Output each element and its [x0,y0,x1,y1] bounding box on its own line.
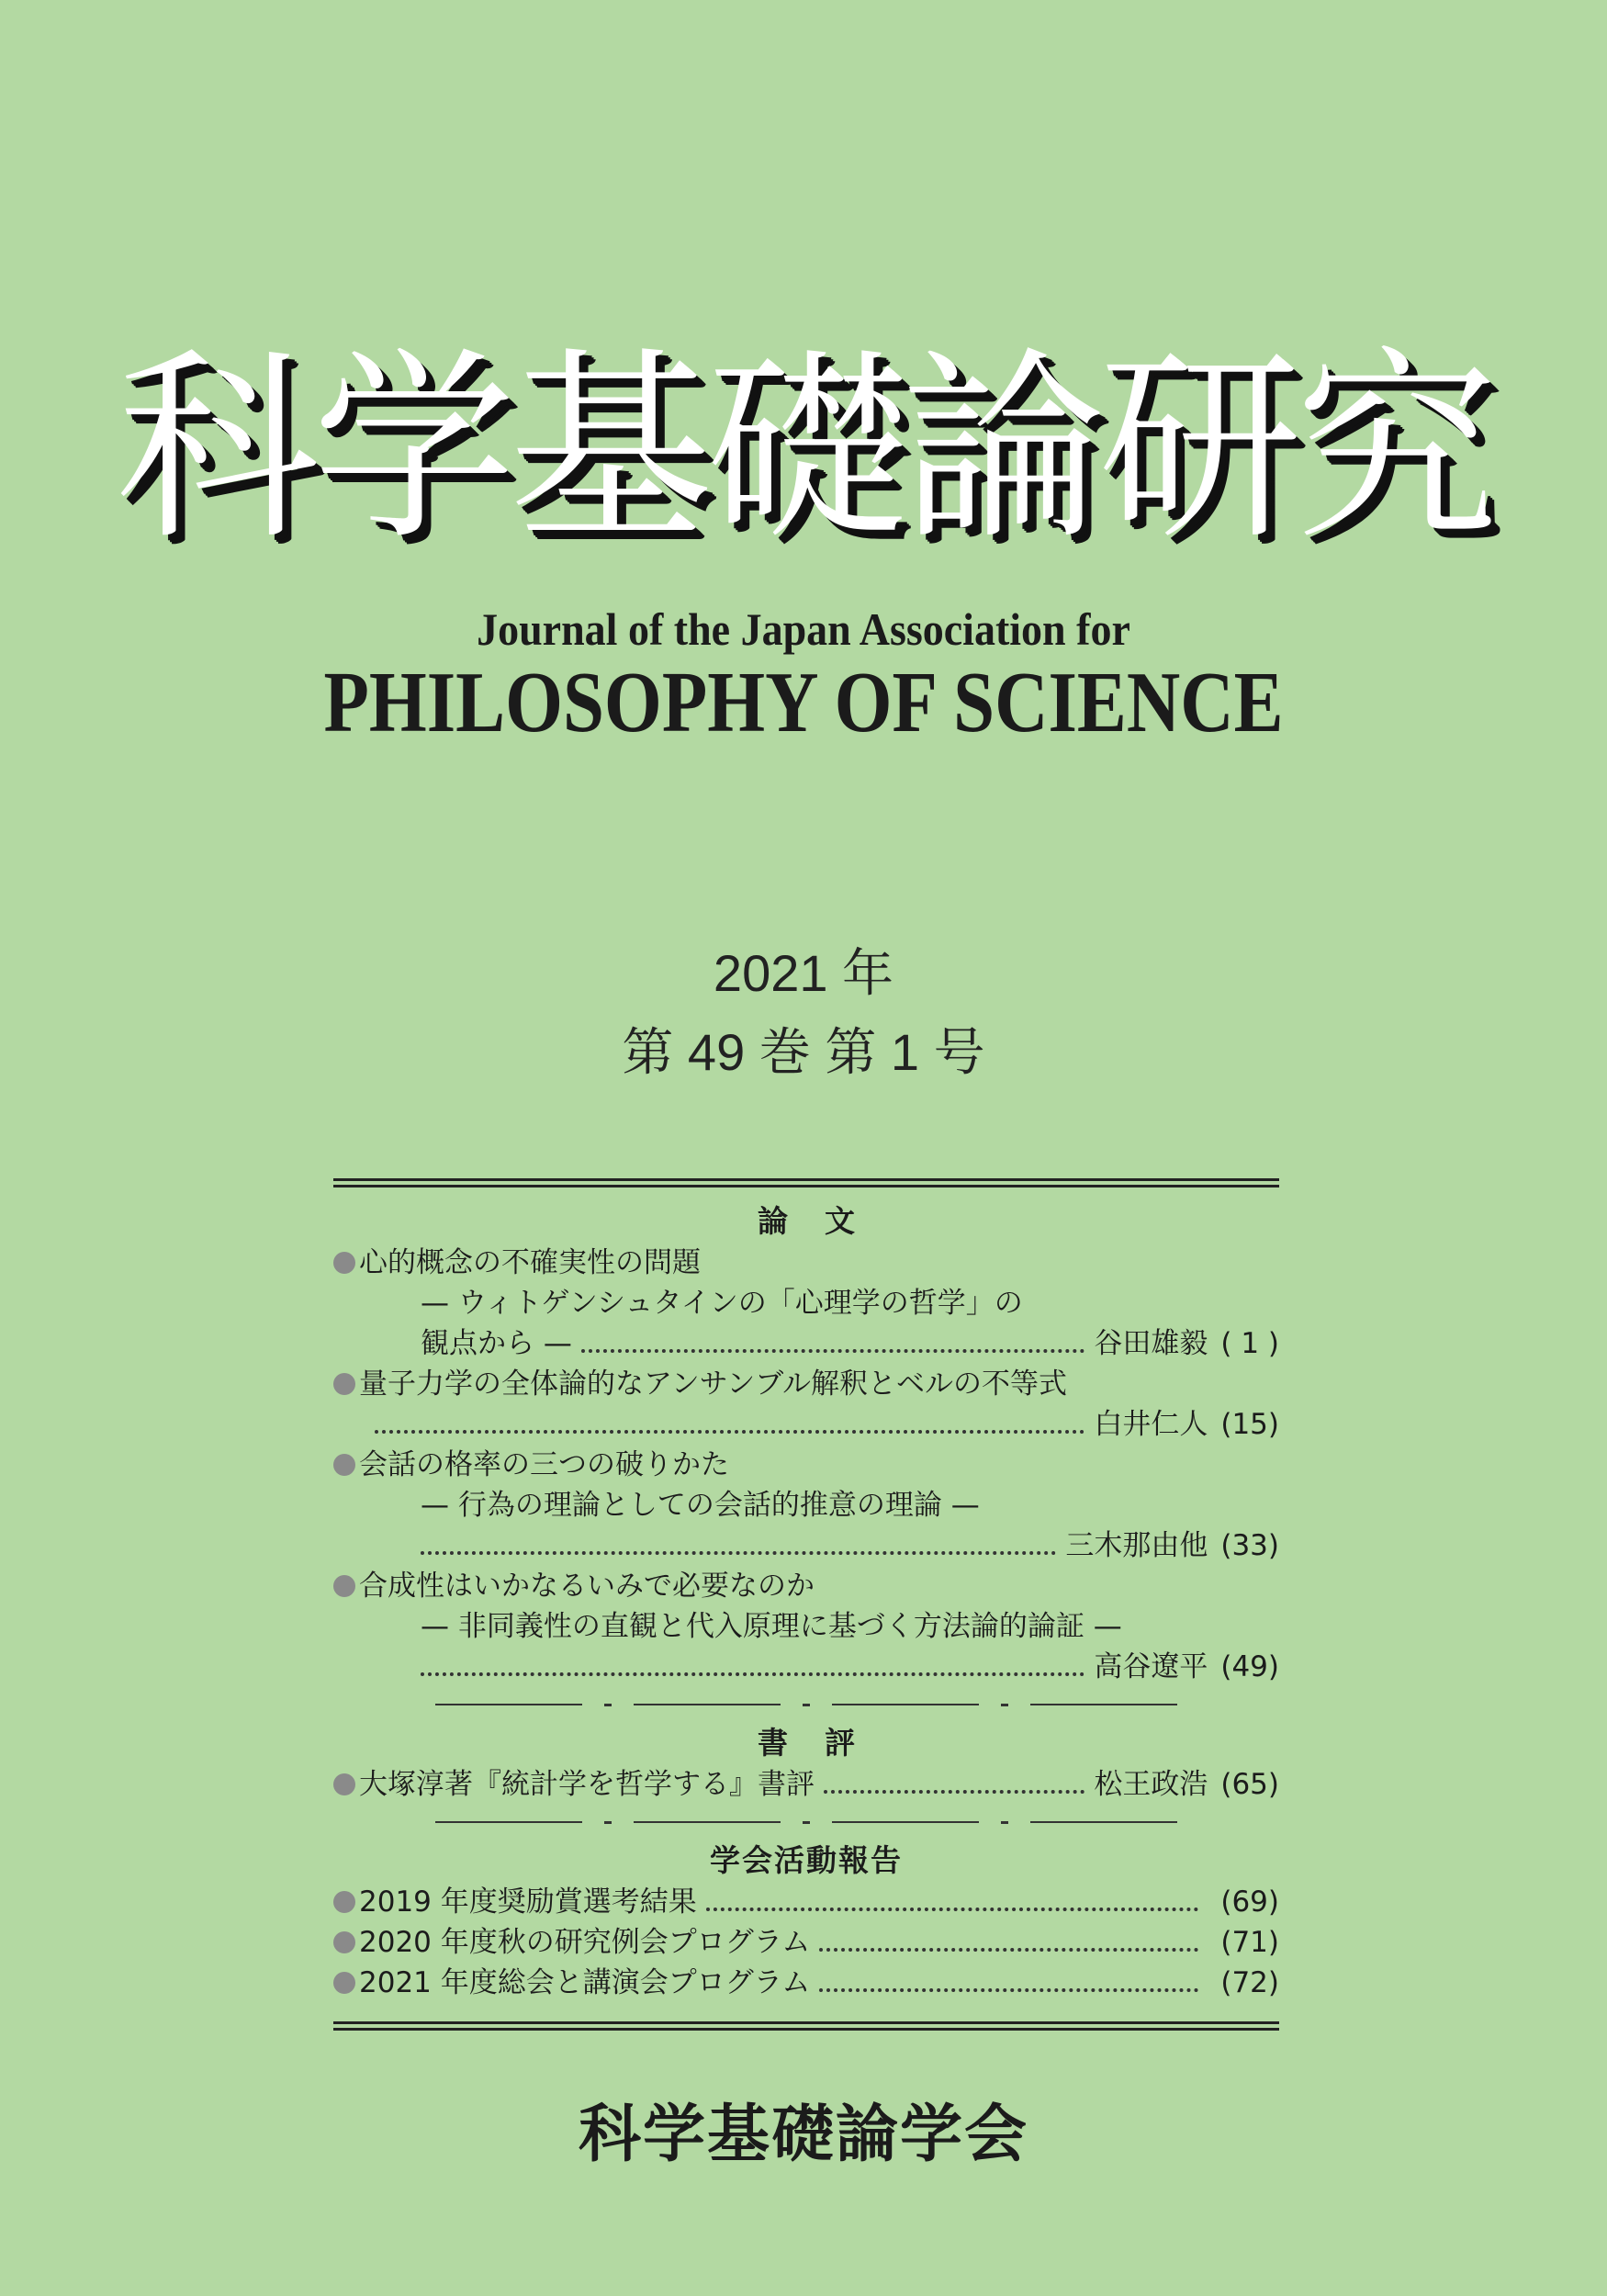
entry-subtitle: — 行為の理論としての会話的推意の理論 — [421,1489,980,1522]
publisher-name: 科学基礎論学会 [578,2098,1028,2171]
bullet-icon [333,1972,355,1994]
journal-subtitle-en: Journal of the Japan Association for [477,603,1130,655]
entry-author: 松王政浩 [1094,1768,1208,1801]
articles-heading: 論文 [758,1203,892,1239]
issue-year: 2021 年 [713,944,894,1002]
entry-title: 大塚淳著『統計学を哲学する』書評 [359,1768,815,1801]
journal-title-en: PHILOSOPHY OF SCIENCE [323,655,1284,750]
entry-page: (69) [1220,1885,1279,1919]
toc-entry[interactable] [333,1243,1279,1364]
toc-entry[interactable] [333,1364,1279,1445]
toc-entry[interactable] [333,1764,1279,1805]
entry-title: 会話の格率の三つの破りかた [359,1448,729,1481]
entry-author: 谷田雄毅 [1094,1327,1208,1360]
journal-title-jp: 科学基礎論研究 [116,331,1491,568]
toc-entry[interactable] [333,1445,1279,1566]
entry-title: 合成性はいかなるいみで必要なのか [359,1570,815,1603]
section-divider [333,1808,1279,1836]
bullet-icon [333,1252,355,1274]
dot-leader [824,1790,1084,1794]
entry-title: 2021 年度総会と講演会プログラム [359,1966,811,1999]
bullet-icon [333,1575,355,1597]
entry-page: (49) [1220,1650,1279,1683]
dot-leader [581,1349,1085,1353]
dot-leader [819,1948,1198,1952]
table-of-contents [333,1178,1279,2031]
bullet-icon [333,1931,355,1953]
toc-entry[interactable] [333,1963,1279,2003]
issue-volume: 第 49 巻 第 1 号 [622,1023,985,1081]
toc-entry[interactable] [333,1922,1279,1963]
dot-leader [706,1908,1199,1911]
bullet-icon [333,1773,355,1795]
bullet-icon [333,1891,355,1913]
entry-author: 高谷遼平 [1094,1650,1208,1683]
dot-leader [819,1988,1198,1992]
entry-title: 2019 年度奨励賞選考結果 [359,1885,697,1919]
entry-author: 三木那由他 [1065,1529,1208,1562]
reports-heading: 学会活動報告 [710,1842,903,1878]
section-divider [333,1691,1279,1718]
entry-page: (71) [1220,1926,1279,1959]
entry-author: 白井仁人 [1094,1408,1208,1441]
entry-page: (65) [1220,1768,1279,1801]
entry-page: (72) [1220,1966,1279,1999]
entry-subtitle: — 非同義性の直観と代入原理に基づく方法論的論証 — [421,1610,1122,1643]
reviews-heading: 書評 [758,1725,892,1761]
entry-title: 心的概念の不確実性の問題 [359,1246,701,1279]
dot-leader [375,1430,1084,1434]
toc-top-rule [333,1178,1279,1187]
entry-page: (15) [1220,1408,1279,1441]
toc-entry[interactable] [333,1882,1279,1922]
toc-bottom-rule [333,2021,1279,2031]
entry-page: (33) [1220,1529,1279,1562]
toc-entry[interactable] [333,1566,1279,1687]
entry-title: 量子力学の全体論的なアンサンブル解釈とベルの不等式 [359,1367,1067,1401]
bullet-icon [333,1454,355,1476]
entry-subtitle: — ウィトゲンシュタインの「心理学の哲学」の [421,1287,1023,1320]
entry-subtitle: 観点から — [421,1327,572,1360]
dot-leader [421,1672,1084,1676]
entry-title: 2020 年度秋の研究例会プログラム [359,1926,811,1959]
dot-leader [421,1551,1056,1555]
entry-page: ( 1 ) [1220,1327,1279,1360]
bullet-icon [333,1373,355,1395]
